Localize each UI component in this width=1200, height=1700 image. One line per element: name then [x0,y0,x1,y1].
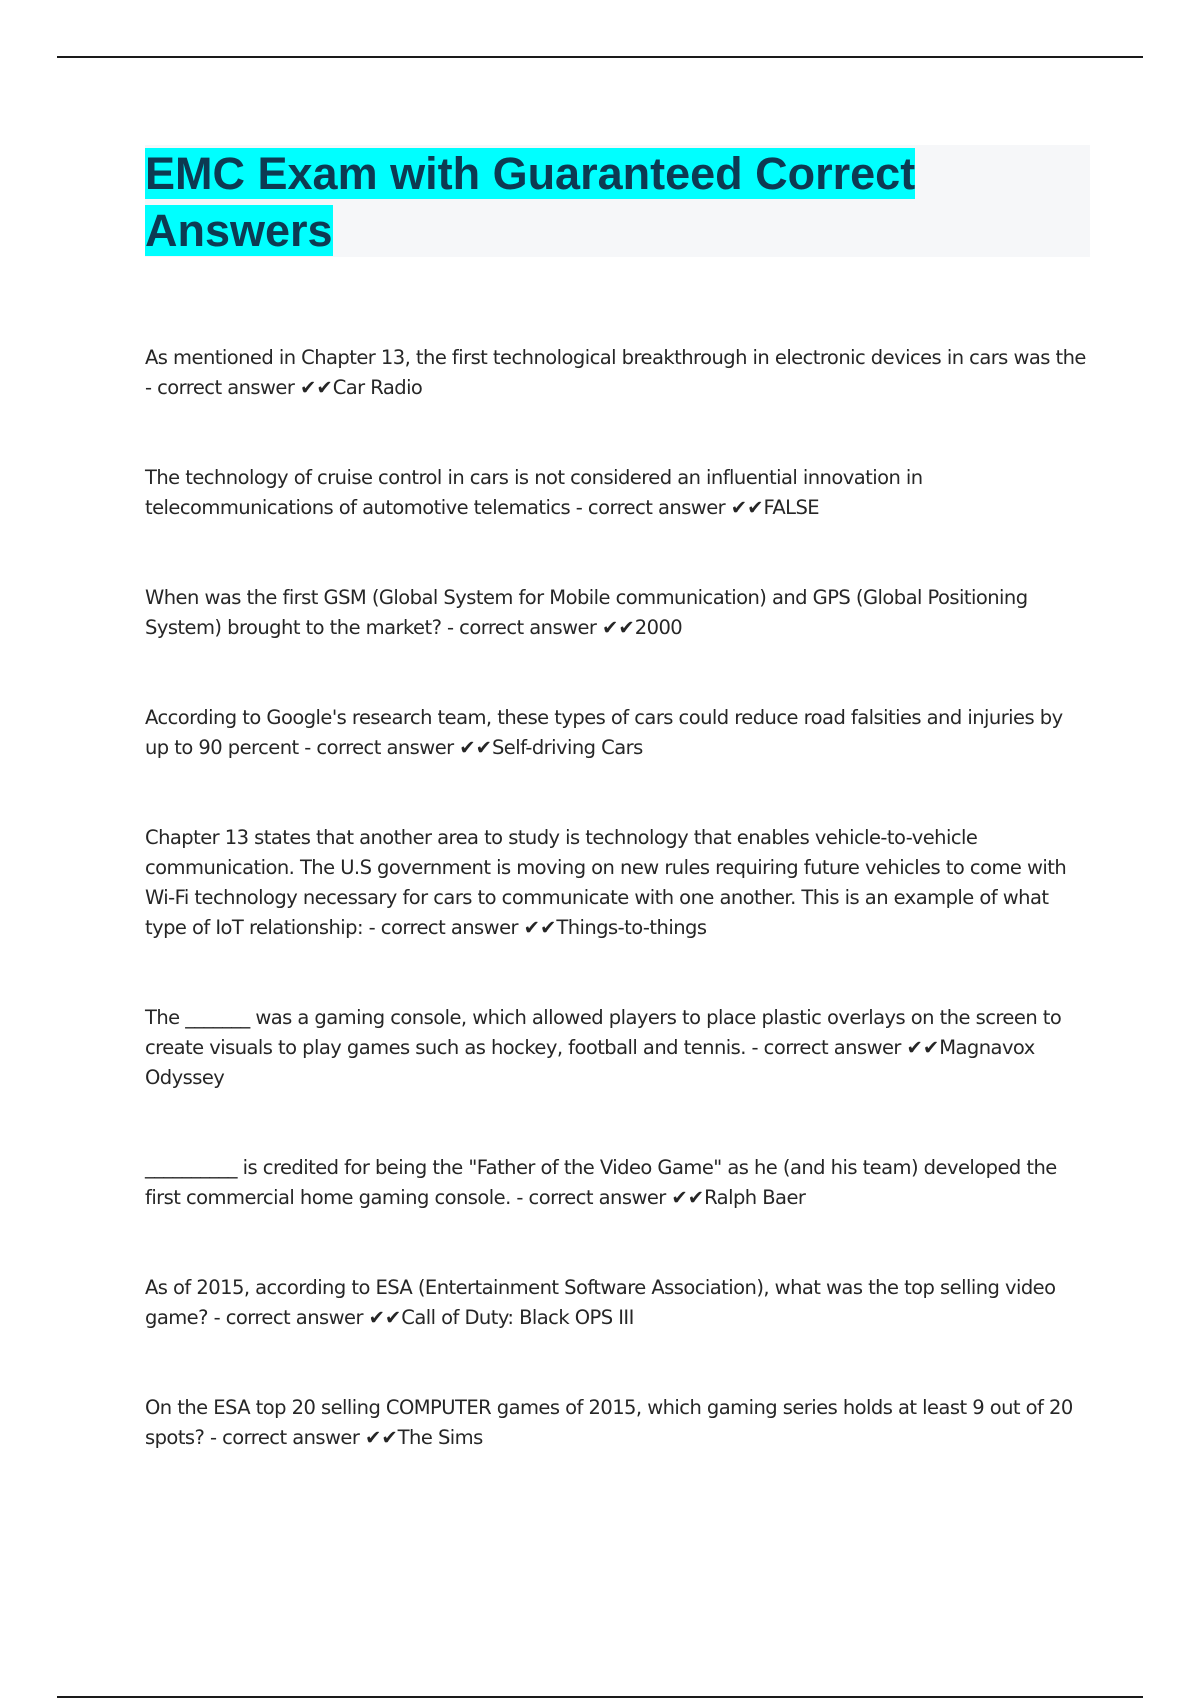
answer-prefix: - correct answer [368,916,518,939]
check-icon: ✔✔ [602,616,635,639]
title-block [145,145,1090,257]
answer-prefix: - correct answer [145,376,295,399]
question-text: Chapter 13 states that another area to study is technology that enables vehicle-to-vehicle communication. The U.S government is moving on new rules requiring future vehicles to come with Wi-Fi technology necessary for cars to communicate with one another. This is an example of what type of IoT relationship: [145,826,1067,939]
answer-text: Things-to-things [556,916,707,939]
answer-prefix: - correct answer [213,1306,363,1329]
question-text: On the ESA top 20 selling COMPUTER games of 2015, which gaming series holds at least 9 out of 20 spots? [145,1396,1073,1449]
check-icon: ✔✔ [364,1426,398,1449]
footer-rule [57,1696,1143,1698]
header-rule [57,56,1143,58]
answer-prefix: - correct answer [304,736,454,759]
question-text: The technology of cruise control in cars is not considered an influential innovation in telecommunications of automotive telematics [145,466,923,519]
check-icon: ✔✔ [459,736,492,759]
question-text: According to Google's research team, these types of cars could reduce road falsities and injuries by up to 90 percent [145,706,1063,759]
check-icon: ✔✔ [906,1036,940,1059]
check-icon: ✔✔ [730,496,764,519]
question-text: As mentioned in Chapter 13, the first technological breakthrough in electronic devices in cars was the [145,346,1086,369]
answer-text: Magnavox Odyssey [145,1036,1035,1089]
qa-item [145,703,1090,763]
answer-text: Self-driving Cars [491,736,643,759]
answer-prefix: - correct answer [516,1186,666,1209]
check-icon: ✔✔ [671,1186,705,1209]
answer-text: FALSE [763,496,820,519]
answer-prefix: - correct answer [751,1036,901,1059]
check-icon: ✔✔ [300,376,333,399]
question-text: As of 2015, according to ESA (Entertainment Software Association), what was the top selling video game? [145,1276,1056,1329]
qa-item [145,1153,1090,1213]
answer-text: The Sims [397,1426,483,1449]
qa-list [145,343,1090,1513]
answer-prefix: - correct answer [447,616,597,639]
qa-item [145,343,1090,403]
qa-item [145,1273,1090,1333]
qa-item [145,463,1090,523]
qa-item [145,583,1090,643]
qa-item [145,1003,1090,1093]
qa-item [145,1393,1090,1453]
check-icon: ✔✔ [523,916,557,939]
answer-text: Call of Duty: Black OPS III [401,1306,634,1329]
question-text: __________ is credited for being the "Father of the Video Game" as he (and his team) developed the first commercial home gaming console. [145,1156,1057,1209]
question-text: When was the first GSM (Global System for Mobile communication) and GPS (Global Positioning System) brought to the market? [145,586,1028,639]
question-text: The _______ was a gaming console, which allowed players to place plastic overlays on the screen to create visuals to play games such as hockey, football and tennis. [145,1006,1062,1059]
answer-text: Ralph Baer [704,1186,806,1209]
answer-text: Car Radio [332,376,423,399]
document-title [145,145,1025,259]
answer-text: 2000 [634,616,683,639]
qa-item [145,823,1090,943]
answer-prefix: - correct answer [575,496,726,519]
document-title-text: EMC Exam with Guaranteed Correct Answers [145,148,916,256]
answer-prefix: - correct answer [209,1426,360,1449]
check-icon: ✔✔ [368,1306,402,1329]
